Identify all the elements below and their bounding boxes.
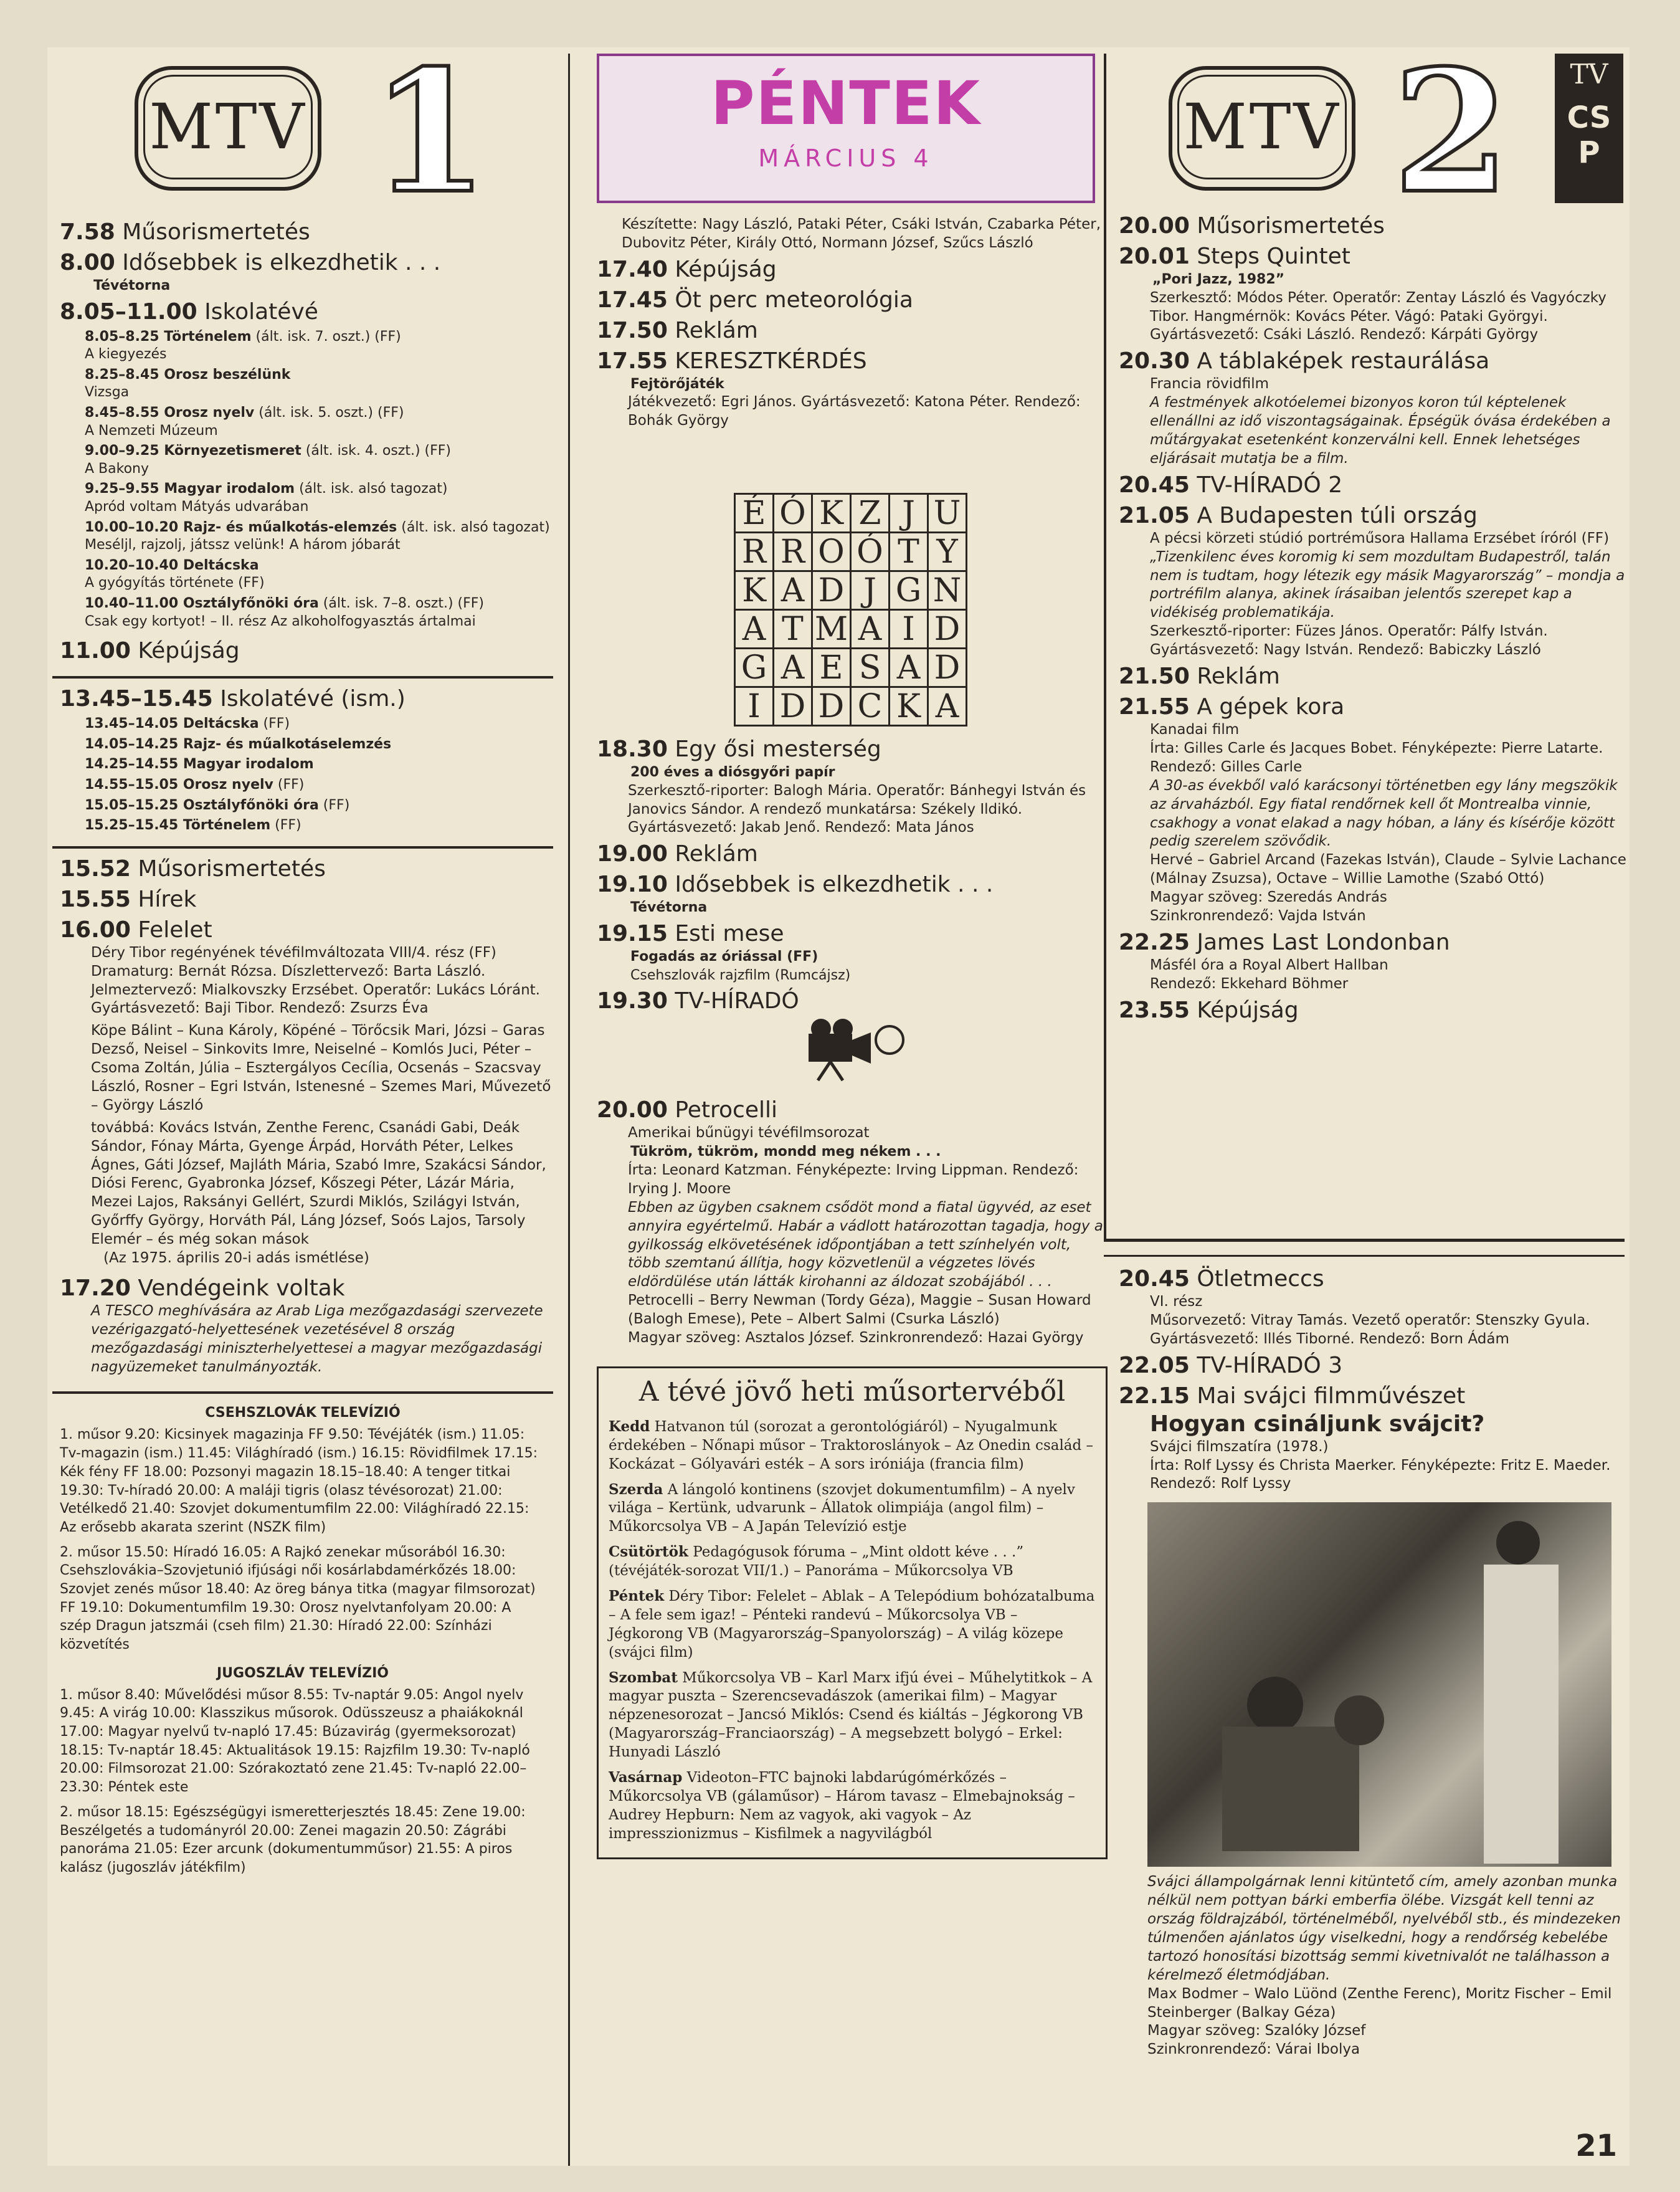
- section-heading: CSEHSZLOVÁK TELEVÍZIÓ: [205, 1405, 401, 1421]
- programme-slot: 15.55 Hírek: [60, 886, 197, 912]
- programme-slot: 8.05–11.00 Iskolatévé: [60, 298, 318, 325]
- film-camera-icon: [784, 1015, 908, 1084]
- programme-slot: 22.05 TV-HÍRADÓ 3: [1119, 1352, 1343, 1378]
- lesson-item: 9.00–9.25 Környezetismeret (ált. isk. 4. oszt.) (FF) A Bakony: [85, 443, 451, 477]
- mtv1-channel-number: 1: [371, 47, 488, 231]
- grid-cell: R: [735, 533, 774, 571]
- programme-slot: 20.45 Ötletmeccs VI. rész Műsorvezető: Vitray Tamás. Vezető operatőr: Stenszky Gyula. Gyártásvezető: Illés Tiborné. Rendező: Born Ádám: [1119, 1266, 1590, 1347]
- lesson-item: 14.25–14.55 Magyar irodalom: [85, 756, 314, 773]
- grid-cell: A: [735, 610, 774, 649]
- page-number: 21: [1575, 2128, 1617, 2163]
- grid-cell: G: [735, 649, 774, 687]
- mtv2-channel-number: 2: [1393, 47, 1510, 231]
- next-week-title: A tévé jövő heti műsortervéből: [638, 1375, 1066, 1408]
- programme-slot: 19.15 Esti mese Fogadás az óriással (FF) Csehszlovák rajzfilm (Rumcájsz): [597, 921, 851, 983]
- programme-slot: 18.30 Egy ősi mesterség 200 éves a diósgyőri papír Szerkesztő-riporter: Balogh Mária. Operatőr: Bánhegyi István és Janovics Sándor. A rendező munkatársa: Székely Ildikó. Gyártásvezető: Jakab Jenő. Rendező: Mata János: [597, 736, 1086, 836]
- film-still-photo: [1147, 1502, 1611, 1867]
- grid-cell: T: [774, 610, 812, 649]
- programme-slot: 21.55 A gépek kora Kanadai film Írta: Gilles Carle és Jacques Bobet. Fényképezte: Pierre Latarte. Rendező: Gilles Carle A 30-as évekből való karácsonyi történetben egy lány megszökik az árvaházból. Egy fiatal rendőrnek kell őt Montrealba vinnie, csakhogy a vonat elakad a nagy hóban, a lány és kísérője között pedig szerelem szövődik. Hervé – Gabriel Arcand (Fazekas István), Claude – Sylvie Lachance (Málnay Zsuzsa), Octave – Willie Lamothe (Szabó Ottó) Magyar szöveg: Szeredás András Szinkronrendező: Vajda István: [1119, 694, 1626, 924]
- grid-cell: K: [890, 687, 928, 726]
- programme-slot: 17.40 Képújság: [597, 256, 777, 282]
- grid-cell: N: [928, 571, 967, 610]
- lesson-item: 9.25–9.55 Magyar irodalom (ált. isk. alsó tagozat) Apród voltam Mátyás udvarában: [85, 481, 448, 515]
- lesson-item: 10.40–11.00 Osztályfőnöki óra (ált. isk. 7–8. oszt.) (FF) Csak egy kortyot! – II. rész Az alkoholfogyasztás ártalmai: [85, 596, 485, 629]
- grid-cell: D: [928, 610, 967, 649]
- programme-slot: 17.45 Öt perc meteorológia: [597, 287, 913, 313]
- next-week-item: Szombat Műkorcsolya VB – Karl Marx ifjú évei – Műhelytitkok – A magyar puszta – Szerencsevadászok (amerikai film) – Magyar népzenesorozat – Jancsó Miklós: Csend és kiáltás – Jégkorong VB (Magyarország–Franciaország) – A megsebzett bolygó – Erkel: Hunyadi László: [609, 1669, 1093, 1761]
- grid-cell: A: [890, 649, 928, 687]
- lesson-item: 10.20–10.40 Deltácska A gyógyítás története (FF): [85, 557, 265, 591]
- programme-slot: 16.00 Felelet Déry Tibor regényének tévéfilmváltozata VIII/4. rész (FF) Dramaturg: Bernát Rózsa. Díszlettervező: Barta László. Jelmeztervező: Mialkovszky Erzsébet. Operatőr: Lukács Lóránt. Gyártásvezető: Baji Tibor. Rendező: Zsurzs Éva Köpe Bálint – Kuna Károly, Köpéné – Törőcsik Mari, Józsi – Garas Dezső, Neisel – Sinkovits Imre, Neiselné – Komlós Juci, Péter – Csoma Zoltán, Júlia – Esztergályos Cecília, Ocsenás – Szacsvay László, Rosner – Egri István, Istenesné – Szemes Mari, Művezető – György László továbbá: Kovács István, Zenthe Ferenc, Csanádi Gabi, Deák Sándor, Fónay Márta, Gyenge Árpád, Horváth Péter, Lelkes Ágnes, Gáti József, Majláth Mária, Szabó Imre, Szakácsi Sándor, Diósi Ferenc, Gyabronka József, Kőszegi Péter, Lázár Mária, Mezei Lajos, Raksányi Gellért, Szurdi Miklós, Szilágyi István, Győrffy György, Horváth Pál, Láng József, Soós Lajos, Tarsoly Elemér – és még sokan mások (Az 1975. április 20-i adás ismétlése): [60, 917, 551, 1266]
- programme-slot: 7.58 Műsorismertetés: [60, 219, 310, 245]
- grid-cell: Ó: [774, 494, 812, 533]
- programme-slot: 23.55 Képújság: [1119, 997, 1299, 1023]
- grid-cell: I: [735, 687, 774, 726]
- grid-cell: C: [851, 687, 890, 726]
- lesson-item: 15.05–15.25 Osztályfőnöki óra (FF): [85, 797, 350, 813]
- programme-slot: 15.52 Műsorismertetés: [60, 855, 326, 882]
- mtv2-column: MTV 2 TV CS P 20.00 Műsorismertetés 20.01 Steps Quintet „Pori Jazz, 1982” Szerkesztő: Módos Péter. Operatőr: Zentay László és Vagyóczky Tibor. Hangmérnök: Kovács Péter. Vágó: Pataki Györgyi. Gyártásvezető: Csáki László. Rendező: Kárpáti György 20.30 A táblaképek restaurálása Francia rövidfilm A festmények alkotóelemei bizonyos koron túl képtelenek ellenállni az idő viszontagságainak. Épségük óvása érdekében a műtárgyakat esetenként konzerválni kell. Ennek lehetséges eljárásait mutatja be a film. 20.45 TV-HÍRADÓ 2 21.05 A Budapesten túli ország A pécsi körzeti stúdió portréműsora Hallama Erzsébet íróról (FF) „Tizenkilenc éves koromig ki sem mozdultam Budapestről, talán nem is tudtam, hogy létezik egy másik Magyarország” – mondja a portréfilm alanya, akinek írásaiban jelentős szerepet kap a vidékiség problematikája. Szerkesztő-riporter: Füzes János. Operatőr: Pálfy István. Gyártásvezető: Nagy István. Rendező: Babiczky László 21.50 Reklám 21.55 A gépek kora Kanadai film Írta: Gilles Carle és Jacques Bobet. Fényképezte: Pierre Latarte. Rendező: Gilles Carle A 30-as évekből való karácsonyi történetben egy lány megszökik az árvaházból. Egy fiatal rendőrnek kell őt Montrealba vinnie, csakhogy a vonat elakad a nagy hóban, a lány és kísérője között pedig szerelem szövődik. Hervé – Gabriel Arcand (Fazekas István), Claude – Sylvie Lachance (Málnay Zsuzsa), Octave – Willie Lamothe (Szabó Ottó) Magyar szöveg: Szeredás András Szinkronrendező: Vajda István 22.25 James Last Londonban Másfél óra a Royal Albert Hallban Rendező: Ekkehard Böhmer 23.55 Képújság 20.45 Ötletmeccs VI. rész Műsorvezető: Vitray Tamás. Vezető operatőr: Stenszky Gyula. Gyártásvezető: Illés Tiborné. Rendező: Born Ádám 22.05 TV-HÍRADÓ 3 22.15 Mai svájci filmművészet Hogyan csináljunk svájcit? Svájci filmszatíra (1978.) Írta: Rolf Lyssy és Christa Maerker. Fényképezte: Fritz E. Maeder. Rendező: Rolf Lyssy Svájci állampolgárnak lenni kitüntető cím, amely azonban munka nélkül nem pottyan bárki emberfia ölébe. Vizsgát kell tenni az ország földrajzából, történelméből, nyelvéből stb., és mindezeken túlmenően ajánlatos úgy viselkedni, hogy a rendőrség kebelébe tartozó honosítási bizottság semmi kivetnivalót ne találhasson a kérelmező életmódjában. Max Bodmer – Walo Lüönd (Zenthe Ferenc), Moritz Fischer – Emil Steinberger (Balkay Géza) Magyar szöveg: Szalóky József Szinkronrendező: Várai Ibolya 21: [1106, 47, 1630, 2166]
- grid-cell: I: [890, 610, 928, 649]
- grid-cell: G: [890, 571, 928, 610]
- column-divider: [568, 54, 570, 2166]
- divider: [52, 846, 553, 849]
- grid-cell: D: [812, 687, 851, 726]
- grid-cell: D: [774, 687, 812, 726]
- divider: [52, 1391, 553, 1394]
- grid-cell: M: [812, 610, 851, 649]
- grid-cell: Ó: [851, 533, 890, 571]
- programme-slot: 20.01 Steps Quintet „Pori Jazz, 1982” Szerkesztő: Módos Péter. Operatőr: Zentay László és Vagyóczky Tibor. Hangmérnök: Kovács Péter. Vágó: Pataki Györgyi. Gyártásvezető: Csáki László. Rendező: Kárpáti György: [1119, 244, 1606, 343]
- tvcsp-badge: TV CS P: [1555, 54, 1623, 203]
- lesson-item: 14.05–14.25 Rajz- és műalkotáselemzés: [85, 736, 392, 752]
- newspaper-page: [47, 47, 1630, 2166]
- lesson-item: 13.45–14.05 Deltácska (FF): [85, 716, 290, 732]
- mtv2-logo: MTV: [1169, 66, 1355, 191]
- programme-slot: 20.00 Műsorismertetés: [1119, 213, 1385, 239]
- grid-cell: A: [774, 571, 812, 610]
- day-header: [597, 54, 1095, 203]
- lesson-list: [47, 328, 558, 631]
- grid-cell: D: [928, 649, 967, 687]
- programme-slot: 20.30 A táblaképek restaurálása Francia rövidfilm A festmények alkotóelemei bizonyos koron túl képtelenek ellenállni az idő viszontagságainak. Épségük óvása érdekében a műtárgyakat esetenként konzerválni kell. Ennek lehetséges eljárásait mutatja be a film.: [1119, 348, 1611, 467]
- programme-slot: 22.15 Mai svájci filmművészet Hogyan csináljunk svájcit? Svájci filmszatíra (1978.) Írta: Rolf Lyssy és Christa Maerker. Fényképezte: Fritz E. Maeder. Rendező: Rolf Lyssy: [1119, 1383, 1611, 1492]
- grid-cell: T: [890, 533, 928, 571]
- programme-slot: 19.30 TV-HÍRADÓ: [597, 988, 799, 1014]
- grid-cell: S: [851, 649, 890, 687]
- mtv1-column: [47, 47, 558, 2166]
- mtv1-logo: MTV: [135, 66, 321, 191]
- grid-cell: E: [812, 649, 851, 687]
- lesson-item: 8.05–8.25 Történelem (ált. isk. 7. oszt.) (FF) A kiegyezés: [85, 328, 401, 363]
- programme-slot: 8.00 Idősebbek is elkezdhetik . . . Tévétorna: [60, 250, 441, 293]
- section-heading: JUGOSZLÁV TELEVÍZIÓ: [217, 1665, 389, 1681]
- programme-slot: 13.45–15.45 Iskolatévé (ism.): [60, 686, 406, 712]
- programme-slot: 20.45 TV-HÍRADÓ 2: [1119, 472, 1343, 498]
- programme-slot: 20.00 Petrocelli Amerikai bűnügyi tévéfilmsorozat Tükröm, tükröm, mondd meg nékem . . . Írta: Leonard Katzman. Fényképezte: Irving Lippman. Rendező: Irying J. Moore Ebben az ügyben csaknem csődöt mond a fiatal ügyvéd, az eset annyira egyértelmű. Habár a vádlott határozottan tagadja, hogy a gyilkosság elkövetésének időpontjában a tett színhelyén volt, több szemtanú állítja, hogy közvetlenül a végzetes lövés eldördülése után látták kirohanni az áldozat szobájából . . . Petrocelli – Berry Newman (Tordy Géza), Maggie – Susan Howard (Balogh Emese), Pete – Albert Salmi (Csurka László) Magyar szöveg: Asztalos József. Szinkronrendező: Hazai György: [597, 1097, 1103, 1346]
- lesson-item: 10.00–10.20 Rajz- és műalkotás-elemzés (ált. isk. alsó tagozat) Meséljl, rajzolj, játssz velünk! A három jóbarát: [85, 519, 550, 553]
- grid-cell: É: [735, 494, 774, 533]
- word-puzzle-grid: [734, 493, 967, 727]
- grid-cell: R: [774, 533, 812, 571]
- programme-slot: 17.20 Vendégeink voltak A TESCO meghívására az Arab Liga mezőgazdasági szervezete vezérigazgató-helyettesének vezetésével 8 ország mezőgazdasági miniszterhelyettesei a magyar mezőgazdasági nagyüzemeket tanulmányozták.: [60, 1275, 543, 1375]
- next-week-item: Kedd Hatvanon túl (sorozat a gerontológiáról) – Nyugalmunk érdekében – Nőnapi műsor – Traktoroslányok – Az Onedin család – Kockázat – Gólyavári esték – A sors iróniája (francia film): [609, 1418, 1094, 1472]
- programme-slot: 21.50 Reklám: [1119, 664, 1280, 690]
- programme-slot: 19.00 Reklám: [597, 841, 758, 867]
- grid-cell: K: [735, 571, 774, 610]
- programme-slot: 11.00 Képújság: [60, 638, 240, 664]
- next-week-item: Csütörtök Pedagógusok fóruma – „Mint oldott kéve . . .” (tévéjáték-sorozat VII/1.) – Panoráma – Műkorcsolya VB: [609, 1543, 1024, 1580]
- day-title: PÉNTEK: [711, 69, 981, 138]
- grid-cell: J: [890, 494, 928, 533]
- programme-slot: 17.50 Reklám: [597, 317, 758, 343]
- grid-cell: A: [928, 687, 967, 726]
- lesson-item: 14.55–15.05 Orosz nyelv (FF): [85, 776, 305, 793]
- next-week-box: [597, 1366, 1108, 1859]
- grid-cell: A: [851, 610, 890, 649]
- date-subtitle: MÁRCIUS 4: [758, 145, 934, 172]
- header-column: PÉNTEK MÁRCIUS 4 Készítette: Nagy László, Pataki Péter, Csáki István, Czabarka Péter, Dubovitz Péter, Király Ottó, Normann József, Szűcs László 17.40 Képújság 17.45 Öt perc meteorológia 17.50 Reklám 17.55 KERESZTKÉRDÉS Fejtörőjáték Játékvezető: Egri János. Gyártásvezető: Katona Péter. Rendező: Bohák György É Ó K Z J U R R O Ó T Y K A D J G N A T M A I D G A E S A D I D D C K A 18.30 Egy ősi mesterség 200 éves a diósgyőri papír Szerkesztő-riporter: Balogh Mária. Operatőr: Bánhegyi István és Janovics Sándor. A rendező munkatársa: Székely Ildikó. Gyártásvezető: Jakab Jenő. Rendező: Mata János 19.00 Reklám 19.10 Idősebbek is elkezdhetik . . . Tévétorna 19.15 Esti mese Fogadás az óriással (FF) Csehszlovák rajzfilm (Rumcájsz) 19.30 TV-HÍRADÓ 20.00 Petrocelli Amerikai bűnügyi tévéfilmsorozat Tükröm, tükröm, mondd meg nékem . . . Írta: Leonard Katzman. Fényképezte: Irving Lippman. Rendező: Irying J. Moore Ebben az ügyben csaknem csődöt mond a fiatal ügyvéd, az eset annyira egyértelmű. Habár a vádlott határozottan tagadja, hogy a gyilkosság elkövetésének időpontjában a tett színhelyén volt, több szemtanú állítja, hogy közvetlenül a végzetes lövés eldördülése után látták kirohanni az áldozat szobájából . . . Petrocelli – Berry Newman (Tordy Géza), Maggie – Susan Howard (Balogh Emese), Pete – Albert Salmi (Csurka László) Magyar szöveg: Asztalos József. Szinkronrendező: Hazai György A tévé jövő heti műsortervéből Kedd Hatvanon túl (sorozat a gerontológiáról) – Nyugalmunk érdekében – Nőnapi műsor – Traktoroslányok – Az Onedin család – Kockázat – Gólyavári esték – A sors iróniája (francia film) Szerda A lángoló kontinens (szovjet dokumentumfilm) – A nyelv világa – Kertünk, udvarunk – Állatok olimpiája (angol film) – Műkorcsolya VB – A Japán Televízió estje Csütörtök Pedagógusok fóruma – „Mint oldott kéve . . .” (tévéjáték-sorozat VII/1.) – Panoráma – Műkorcsolya VB Péntek Déry Tibor: Felelet – Ablak – A Telepódium bohózatalbuma – A fele sem igaz! – Pénteki randevú – Műkorcsolya VB – Jégkorong VB (Magyarország–Spanyolország) – A világ közepe (svájci film) Szombat Műkorcsolya VB – Karl Marx ifjú évei – Műhelytitkok – A magyar puszta – Szerencsevadászok (amerikai film) – Magyar népzenesorozat – Jancsó Miklós: Csend és kiáltás – Jégkorong VB (Magyarország–Franciaország) – A megsebzett bolygó – Erkel: Hunyadi László Vasárnap Videoton–FTC bajnoki labdarúgómérkőzés – Műkorcsolya VB (gálaműsor) – Három tavasz – Elmebajnokság – Audrey Hepburn: Nem az vagyok, aki vagyok – Az impresszionizmus – Kisfilmek a nagyvilágból: [584, 47, 1132, 2166]
- programme-slot: 17.55 KERESZTKÉRDÉS Fejtörőjáték Játékvezető: Egri János. Gyártásvezető: Katona Péter. Rendező: Bohák György: [597, 348, 1081, 429]
- grid-cell: J: [851, 571, 890, 610]
- programme-slot: 22.25 James Last Londonban Másfél óra a Royal Albert Hallban Rendező: Ekkehard Böhmer: [1119, 929, 1450, 992]
- foreign-tv-section: CSEHSZLOVÁK TELEVÍZIÓ 1. műsor 9.20: Kicsinyek magazinja FF 9.50: Tévéjáték (ism.) 11.05: Tv-magazin (ism.) 11.45: Világhíradó (ism.) 16.15: Rövidfilmek 17.15: Kék fény FF 18.00: Pozsonyi magazin 18.15–18.40: A tenger titkai 19.30: Tv-híradó 20.00: A maláji tigris (olasz tévésorozat) 21.00: Vetélkedő 21.40: Szovjet dokumentumfilm 22.00: Világhíradó 22.15: Az erősebb akarata szerint (NSZK film) 2. műsor 15.50: Híradó 16.05: A Rajkó zenekar műsorából 16.30: Csehszlovákia–Szovjetunió ifjúsági női kosárlabdamérkőzés 18.00: Szovjet zenés műsor 18.40: Az öreg bánya titka (magyar filmsorozat) FF 19.10: Dokumentumfilm 19.30: Orosz nyelvtanfolyam 20.00: A szép Dragun jatszmái (cseh film) 21.30: Híradó 22.00: Színházi közvetítés JUGOSZLÁV TELEVÍZIÓ 1. műsor 8.40: Művelődési műsor 8.55: Tv-naptár 9.05: Angol nyelv 9.45: A virág 10.00: Klasszikus műsorok. Odüsszeusz a phaiákoknál 17.00: Magyar nyelvű tv-napló 17.45: Búzavirág (gyermeksorozat) 18.15: Tv-naptár 18.45: Aktualitások 19.15: Rajzfilm 19.30: Tv-napló 20.00: Filmsorozat 21.00: Szórakoztató zene 21.45: Tv-napló 22.00–23.30: Péntek este 2. műsor 18.15: Egészségügyi ismeretterjesztés 18.45: Zene 19.00: Beszélgetés a tudományról 20.00: Zenei magazin 20.50: Zágrábi panoráma 21.05: Ezer arcunk (dokumentumműsor) 21.55: A piros kalász (jugoszláv játékfilm): [60, 1405, 546, 1877]
- lesson-item: 15.25–15.45 Történelem (FF): [85, 817, 301, 834]
- lesson-item: 8.45–8.55 Orosz nyelv (ált. isk. 5. oszt.) (FF) A Nemzeti Múzeum: [85, 405, 404, 439]
- grid-cell: O: [812, 533, 851, 571]
- grid-cell: Z: [851, 494, 890, 533]
- next-week-item: Vasárnap Videoton–FTC bajnoki labdarúgómérkőzés – Műkorcsolya VB (gálaműsor) – Három tavasz – Elmebajnokság – Audrey Hepburn: Nem az vagyok, aki vagyok – Az impresszionizmus – Kisfilmek a nagyvilágból: [609, 1769, 1075, 1842]
- grid-cell: A: [774, 649, 812, 687]
- grid-cell: D: [812, 571, 851, 610]
- next-week-item: Szerda A lángoló kontinens (szovjet dokumentumfilm) – A nyelv világa – Kertünk, udvarunk – Állatok olimpiája (angol film) – Műkorcsolya VB – A Japán Televízió estje: [609, 1480, 1075, 1535]
- lesson-item: 8.25–8.45 Orosz beszélünk Vizsga: [85, 366, 291, 401]
- programme-slot: 21.05 A Budapesten túli ország A pécsi körzeti stúdió portréműsora Hallama Erzsébet íróról (FF) „Tizenkilenc éves koromig ki sem mozdultam Budapestről, talán nem is tudtam, hogy létezik egy másik Magyarország” – mondja a portréfilm alanya, akinek írásaiban jelentős szerepet kap a vidékiség problematikája. Szerkesztő-riporter: Füzes János. Operatőr: Pálfy István. Gyártásvezető: Nagy István. Rendező: Babiczky László: [1119, 502, 1625, 659]
- divider: [52, 676, 553, 679]
- grid-cell: Y: [928, 533, 967, 571]
- programme-slot: 19.10 Idősebbek is elkezdhetik . . . Tévétorna: [597, 872, 994, 916]
- grid-cell: U: [928, 494, 967, 533]
- grid-cell: K: [812, 494, 851, 533]
- lesson-list: [47, 715, 558, 835]
- next-week-item: Péntek Déry Tibor: Felelet – Ablak – A Telepódium bohózatalbuma – A fele sem igaz! – Pénteki randevú – Műkorcsolya VB – Jégkorong VB (Magyarország–Spanyolország) – A világ közepe (svájci film): [609, 1588, 1095, 1661]
